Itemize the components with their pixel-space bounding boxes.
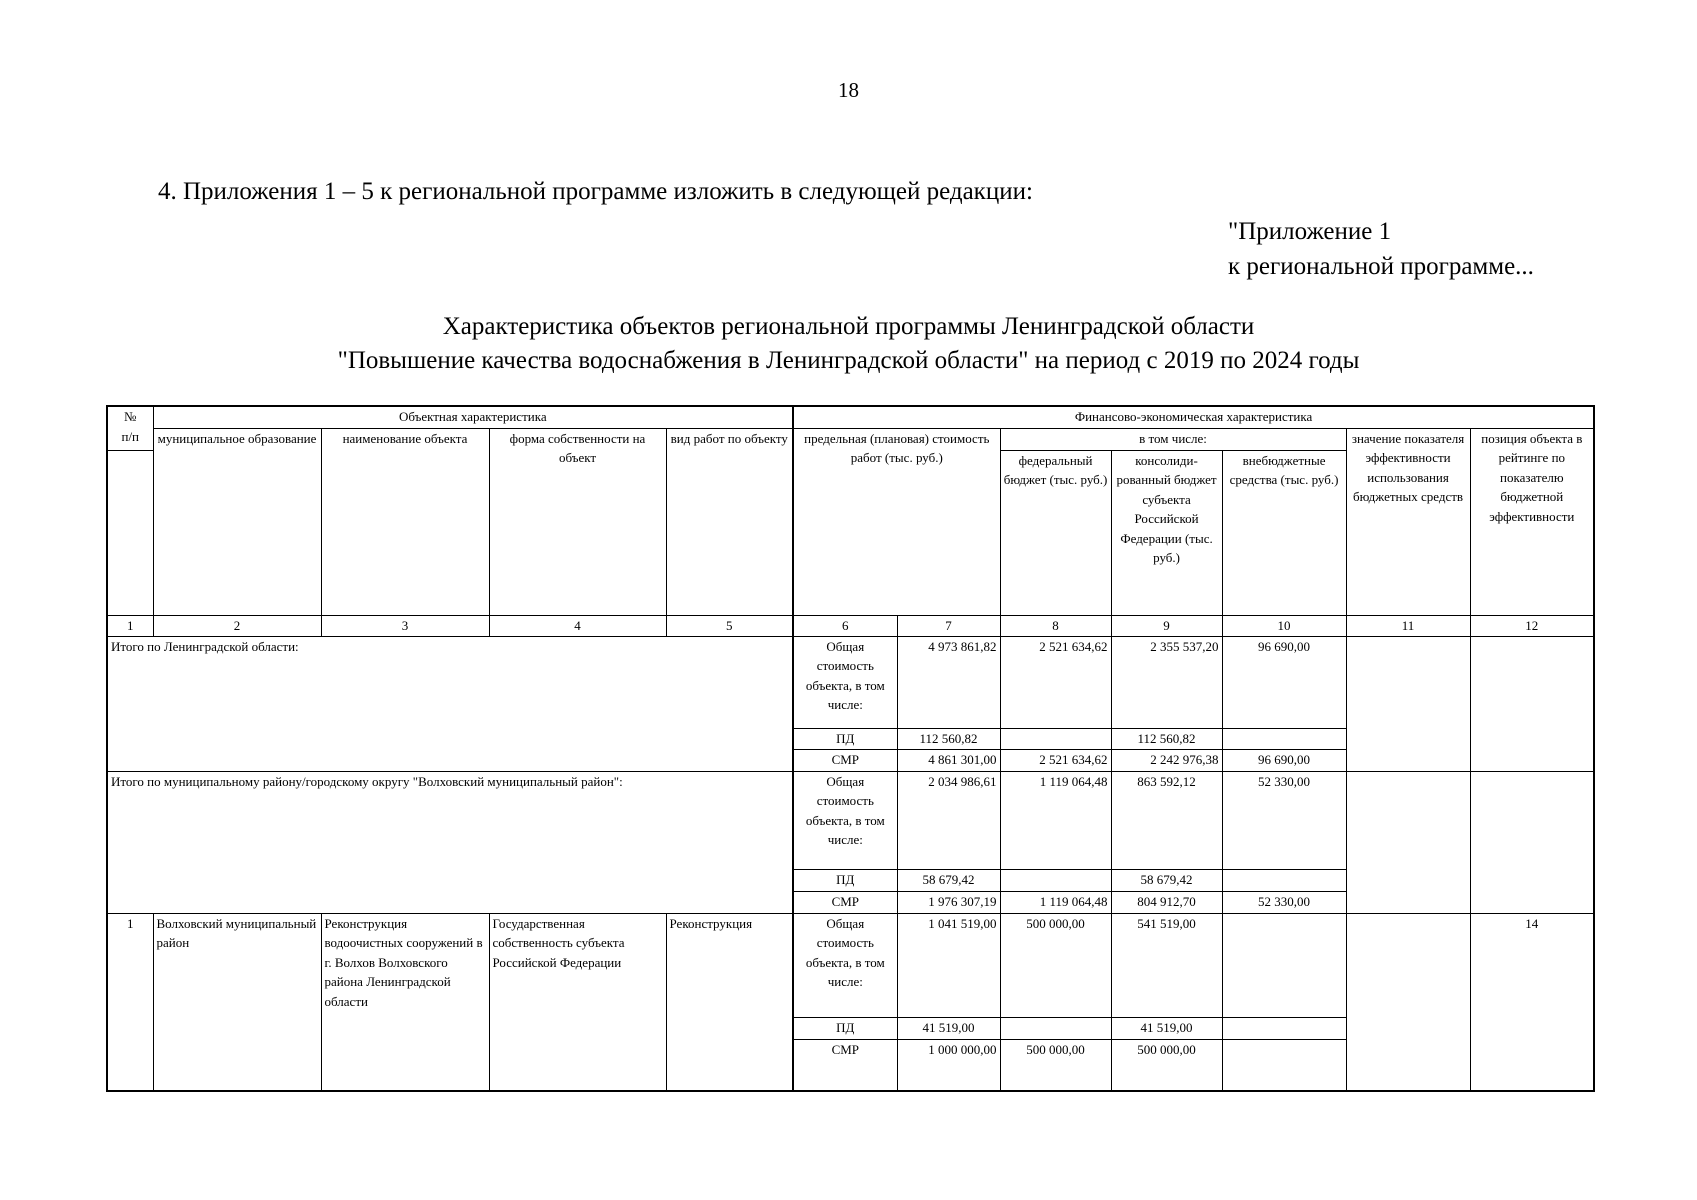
col-number: 2 [153, 615, 321, 636]
header-rating: позиция объекта в рейтинге по показателю бюджетной эффективности [1470, 428, 1594, 615]
total-volkhov-consolidated: 863 592,12 [1111, 771, 1222, 869]
col-number: 10 [1222, 615, 1346, 636]
total-region-cost: 4 973 861,82 [897, 636, 1000, 728]
total-volkhov-smr-cost: 1 976 307,19 [897, 891, 1000, 913]
header-num: № п/п [107, 406, 153, 450]
total-region-efficiency [1346, 636, 1470, 771]
row1-rating: 14 [1470, 913, 1594, 1091]
label-total-cost: Общая стоимость объекта, в том числе: [793, 913, 897, 1017]
label-pd: ПД [793, 1017, 897, 1039]
row1-pd-extrabudget [1222, 1017, 1346, 1039]
total-region-smr-extrabudget: 96 690,00 [1222, 749, 1346, 771]
table-row [107, 913, 1594, 1017]
label-smr: СМР [793, 749, 897, 771]
row1-smr-federal: 500 000,00 [1000, 1039, 1111, 1091]
total-volkhov-label: Итого по муниципальному району/городскому округу "Волховский муниципальный район": [107, 771, 793, 913]
total-region-pd-consolidated: 112 560,82 [1111, 728, 1222, 749]
header-municipality: муниципальное образование [153, 428, 321, 615]
total-region-label: Итого по Ленинградской области: [107, 636, 793, 771]
header-object-characteristic: Объектная характеристика [153, 406, 793, 428]
total-region-federal: 2 521 634,62 [1000, 636, 1111, 728]
total-volkhov-pd-extrabudget [1222, 869, 1346, 891]
row1-municipality: Волховский муниципальный район [153, 913, 321, 1091]
header-including: в том числе: [1000, 428, 1346, 450]
label-total-cost: Общая стоимость объекта, в том числе: [793, 636, 897, 728]
total-volkhov-pd-cost: 58 679,42 [897, 869, 1000, 891]
col-number: 6 [793, 615, 897, 636]
col-number: 3 [321, 615, 489, 636]
row1-smr-consolidated: 500 000,00 [1111, 1039, 1222, 1091]
col-number: 11 [1346, 615, 1470, 636]
page-number: 18 [838, 78, 859, 102]
total-region-pd-extrabudget [1222, 728, 1346, 749]
col-number: 9 [1111, 615, 1222, 636]
total-region-smr-federal: 2 521 634,62 [1000, 749, 1111, 771]
total-region-pd-cost: 112 560,82 [897, 728, 1000, 749]
label-smr: СМР [793, 1039, 897, 1091]
total-volkhov-smr-consolidated: 804 912,70 [1111, 891, 1222, 913]
row1-pd-cost: 41 519,00 [897, 1017, 1000, 1039]
total-volkhov-smr-federal: 1 119 064,48 [1000, 891, 1111, 913]
table-row [107, 771, 1594, 869]
header-num-cont [107, 450, 153, 615]
row1-efficiency [1346, 913, 1470, 1091]
header-federal: федеральный бюджет (тыс. руб.) [1000, 450, 1111, 615]
total-volkhov-federal: 1 119 064,48 [1000, 771, 1111, 869]
row1-federal: 500 000,00 [1000, 913, 1111, 1017]
total-volkhov-extrabudget: 52 330,00 [1222, 771, 1346, 869]
row1-object-name: Реконструкция водоочистных сооружений в г. Волхов Волховского района Ленинградской области [321, 913, 489, 1091]
total-volkhov-cost: 2 034 986,61 [897, 771, 1000, 869]
col-number: 12 [1470, 615, 1594, 636]
header-work-type: вид работ по объекту [666, 428, 793, 615]
total-region-smr-consolidated: 2 242 976,38 [1111, 749, 1222, 771]
total-region-rating [1470, 636, 1594, 771]
total-region-extrabudget: 96 690,00 [1222, 636, 1346, 728]
header-max-cost: предельная (плановая) стоимость работ (тыс. руб.) [793, 428, 1000, 615]
appendix-line-2: к региональной программе... [1228, 253, 1534, 280]
total-volkhov-pd-federal [1000, 869, 1111, 891]
total-region-smr-cost: 4 861 301,00 [897, 749, 1000, 771]
intro-paragraph: 4. Приложения 1 – 5 к региональной программе изложить в следующей редакции: [158, 178, 1033, 205]
label-smr: СМР [793, 891, 897, 913]
col-number: 4 [489, 615, 666, 636]
document-title [0, 310, 1697, 378]
objects-table [106, 405, 1595, 1092]
row1-cost: 1 041 519,00 [897, 913, 1000, 1017]
row1-ownership: Государственная собственность субъекта Российской Федерации [489, 913, 666, 1091]
row1-work-type: Реконструкция [666, 913, 793, 1091]
header-ownership: форма собственности на объект [489, 428, 666, 615]
col-number: 8 [1000, 615, 1111, 636]
total-region-consolidated: 2 355 537,20 [1111, 636, 1222, 728]
header-extrabudget: внебюджетные средства (тыс. руб.) [1222, 450, 1346, 615]
total-volkhov-rating [1470, 771, 1594, 913]
row1-smr-cost: 1 000 000,00 [897, 1039, 1000, 1091]
row1-pd-federal [1000, 1017, 1111, 1039]
row1-consolidated: 541 519,00 [1111, 913, 1222, 1017]
total-volkhov-efficiency [1346, 771, 1470, 913]
col-number: 5 [666, 615, 793, 636]
row1-pd-consolidated: 41 519,00 [1111, 1017, 1222, 1039]
total-region-pd-federal [1000, 728, 1111, 749]
header-financial-characteristic: Финансово-экономическая характеристика [793, 406, 1594, 428]
label-pd: ПД [793, 728, 897, 749]
title-line-2: "Повышение качества водоснабжения в Ленинградской области" на период с 2019 по 2024 годы [337, 347, 1360, 374]
row1-smr-extrabudget [1222, 1039, 1346, 1091]
label-pd: ПД [793, 869, 897, 891]
header-object-name: наименование объекта [321, 428, 489, 615]
appendix-line-1: "Приложение 1 [1228, 218, 1392, 245]
appendix-caption [1228, 214, 1534, 284]
table-row [107, 636, 1594, 728]
title-line-1: Характеристика объектов региональной программы Ленинградской области [442, 313, 1255, 340]
header-consolidated: консолиди-рованный бюджет субъекта Российской Федерации (тыс. руб.) [1111, 450, 1222, 615]
col-number: 7 [897, 615, 1000, 636]
row1-extrabudget [1222, 913, 1346, 1017]
total-volkhov-pd-consolidated: 58 679,42 [1111, 869, 1222, 891]
col-number: 1 [107, 615, 153, 636]
total-volkhov-smr-extrabudget: 52 330,00 [1222, 891, 1346, 913]
header-efficiency: значение показателя эффективности использования бюджетных средств [1346, 428, 1470, 615]
row1-num: 1 [107, 913, 153, 1091]
label-total-cost: Общая стоимость объекта, в том числе: [793, 771, 897, 869]
